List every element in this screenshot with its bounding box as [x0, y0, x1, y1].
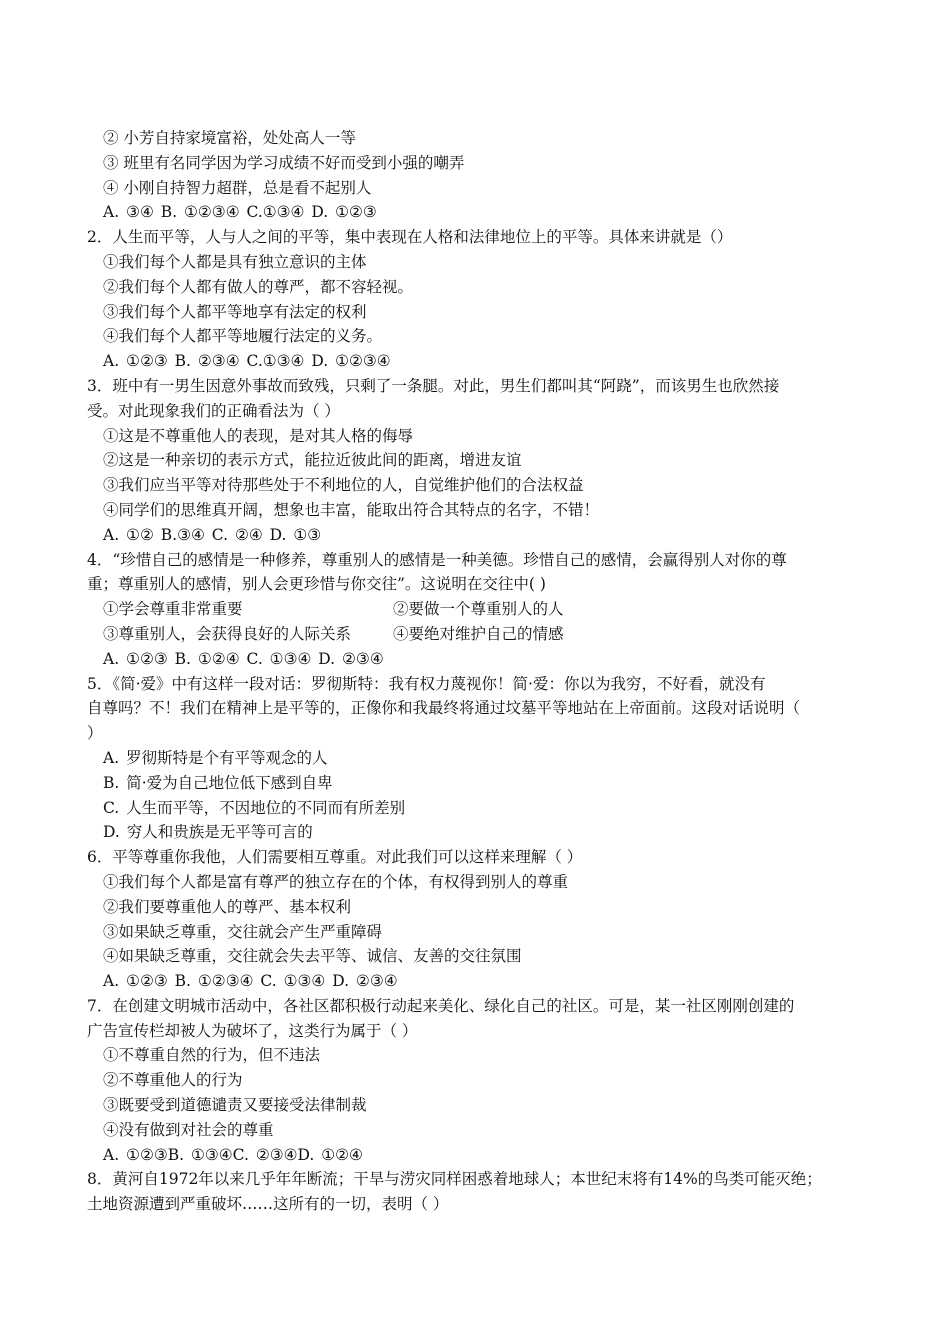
answer-choices: D. 穷人和贵族是无平等可言的 [103, 823, 313, 842]
question-text: 2．人生而平等，人与人之间的平等，集中表现在人格和法律地位上的平等。具体来讲就是（） [87, 228, 733, 247]
question-text: 3．班中有一男生因意外事故而致残，只剩了一条腿。对此，男生们都叫其“阿跷”，而该男生也欣然接 [87, 376, 780, 395]
option-text: ② 小芳自持家境富裕，处处高人一等 [103, 129, 356, 147]
option-text: ④我们每个人都平等地履行法定的义务。 [103, 327, 383, 346]
option-text: ①我们每个人都是具有独立意识的主体 [103, 252, 367, 271]
option-text: ①我们每个人都是富有尊严的独立存在的个体，有权得到别人的尊重 [103, 872, 569, 891]
answer-choices: A. 罗彻斯特是个有平等观念的人 [103, 748, 328, 767]
question-text: 4．“珍惜自己的感情是一种修养，尊重别人的感情是一种美德。珍惜自己的感情，会赢得别人对你的尊 [87, 550, 787, 569]
answer-choices: A. ③④ B. ①②③④ C.①③④ D. ①②③ [103, 203, 377, 222]
question-text: 自尊吗？不！我们在精神上是平等的，正像你和我最终将通过坟墓平等地站在上帝面前。这段对话说明（ [87, 699, 801, 718]
answer-choices: A. ①② B.③④ C. ②④ D. ①③ [103, 525, 322, 544]
question-text: 5．《简·爱》中有这样一段对话：罗彻斯特：我有权力蔑视你！简·爱：你以为我穷，不好看，就没有 [87, 674, 766, 693]
answer-choices: A. ①②③ B. ①②④ C. ①③④ D. ②③④ [103, 649, 384, 668]
option-text: ①这是不尊重他人的表现，是对其人格的侮辱 [103, 426, 414, 445]
question-text: 7．在创建文明城市活动中，各社区都积极行动起来美化、绿化自己的社区。可是，某一社区刚刚创建的 [87, 996, 795, 1015]
answer-choices: A. ①②③ B. ①②③④ C. ①③④ D. ②③④ [103, 972, 398, 991]
question-list [87, 126, 877, 1217]
option-text: ②这是一种亲切的表示方式，能拉近彼此间的距离，增进友谊 [103, 451, 522, 470]
question-text: 广告宣传栏却被人为破坏了，这类行为属于（ ） [87, 1021, 418, 1040]
question-text: 受。对此现象我们的正确看法为（ ） [87, 401, 340, 420]
option-text: ③如果缺乏尊重，交往就会产生严重障碍 [103, 922, 383, 941]
question-text: ） [87, 724, 103, 743]
answer-choices: A. ①②③B. ①③④C. ②③④D. ①②④ [103, 1145, 363, 1164]
question-text: 重；尊重别人的感情，别人会更珍惜与你交往”。这说明在交往中( ) [87, 575, 546, 594]
option-text: ②不尊重他人的行为 [103, 1071, 243, 1090]
option-text: ①学会尊重非常重要 [103, 600, 243, 619]
option-text: ③ 班里有名同学因为学习成绩不好而受到小强的嘲弄 [103, 153, 465, 172]
option-text: ④同学们的思维真开阔，想象也丰富，能取出符合其特点的名字，不错！ [103, 500, 600, 519]
option-text: ②我们要尊重他人的尊严、基本权利 [103, 897, 352, 916]
question-text: 8．黄河自1972年以来几乎年年断流；干旱与涝灾同样困惑着地球人；本世纪末将有14%的鸟类可能灭绝； [87, 1170, 822, 1189]
question-text: 土地资源遭到严重破坏……这所有的一切，表明（ ） [87, 1195, 449, 1214]
option-row [87, 622, 877, 647]
option-text: ②要做一个尊重别人的人 [393, 600, 564, 619]
answer-choices: A. ①②③ B. ②③④ C.①③④ D. ①②③④ [103, 352, 391, 371]
option-text: ④ 小刚自持智力超群，总是看不起别人 [103, 178, 372, 197]
option-text: ④要绝对维护自己的情感 [393, 624, 564, 643]
option-text: ①不尊重自然的行为，但不违法 [103, 1046, 321, 1065]
option-text: ④没有做到对社会的尊重 [103, 1120, 274, 1139]
question-text: 6．平等尊重你我他，人们需要相互尊重。对此我们可以这样来理解（ ） [87, 848, 583, 867]
option-text: ③我们每个人都平等地享有法定的权利 [103, 302, 367, 321]
option-text: ③我们应当平等对待那些处于不利地位的人，自觉维护他们的合法权益 [103, 476, 584, 495]
answer-choices: C. 人生而平等，不因地位的不同而有所差别 [103, 798, 406, 817]
answer-choices: B. 简·爱为自己地位低下感到自卑 [103, 773, 333, 792]
option-text: ②我们每个人都有做人的尊严，都不容轻视。 [103, 277, 414, 296]
option-text: ③尊重别人，会获得良好的人际关系 [103, 624, 352, 643]
option-text: ③既要受到道德谴责又要接受法律制裁 [103, 1096, 367, 1115]
option-text: ④如果缺乏尊重，交往就会失去平等、诚信、友善的交往氛围 [103, 947, 522, 966]
option-row [87, 597, 877, 622]
